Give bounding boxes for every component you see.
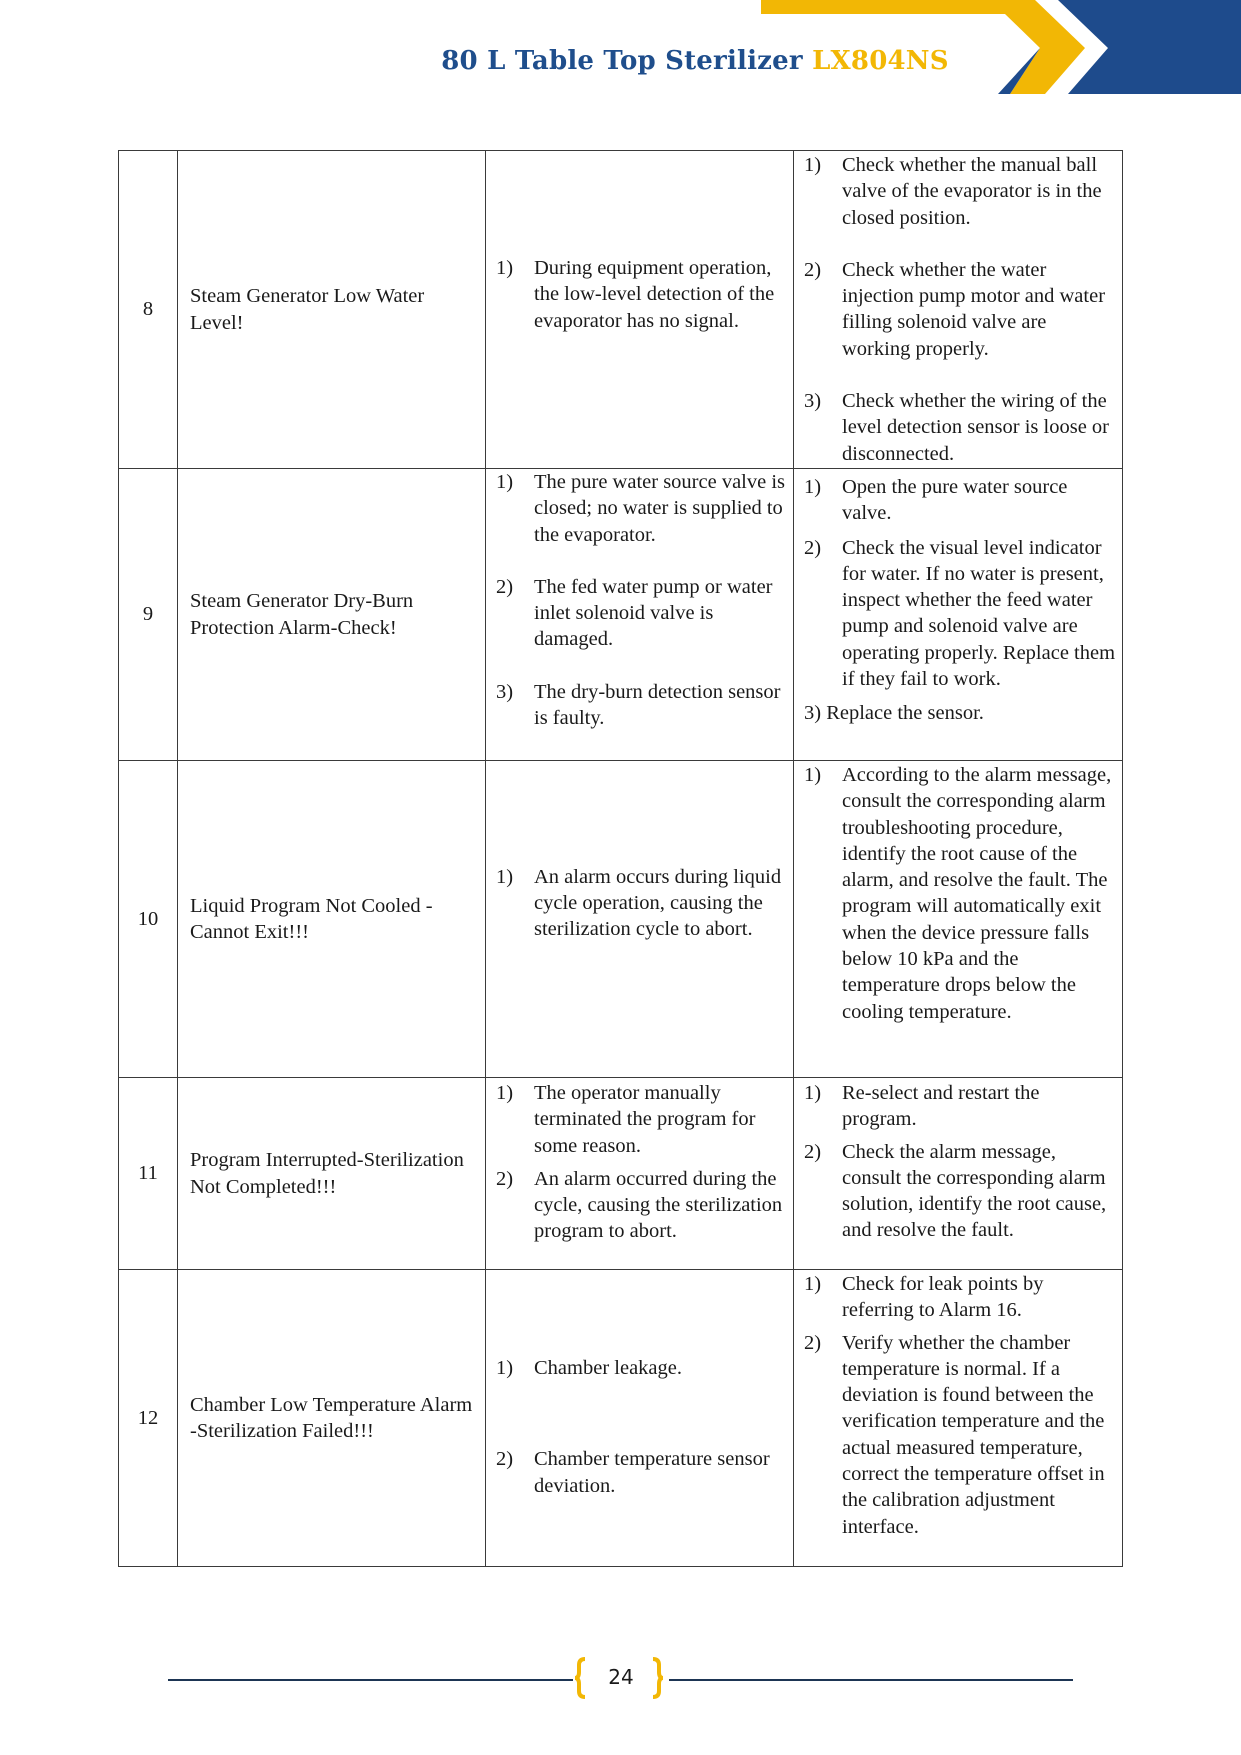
list-item: 1) The operator manually terminated the program for some reason. bbox=[496, 1082, 756, 1157]
alarm-causes bbox=[486, 1270, 794, 1567]
document-title bbox=[0, 46, 1241, 76]
list-item: 1) Open the pure water source valve. bbox=[804, 476, 1068, 525]
alarm-causes bbox=[486, 1078, 794, 1270]
solution-note: 3) Replace the sensor. bbox=[804, 702, 984, 725]
list-item: 2) Check the visual level indicator for water. If no water is present, inspect whether the feed water pump and solenoid valve are operating properly. Replace them if they fail to work. bbox=[804, 536, 1116, 691]
alarm-solutions bbox=[794, 1270, 1123, 1567]
title-product: 80 L Table Top Sterilizer bbox=[441, 46, 803, 76]
footer-line-right bbox=[669, 1679, 1073, 1681]
alarm-number: 8 bbox=[119, 151, 178, 469]
list-item: 1) Re-select and restart the program. bbox=[804, 1082, 1040, 1131]
alarm-solutions bbox=[794, 469, 1123, 761]
list-item: 1) The pure water source valve is closed; no water is supplied to the evaporator. bbox=[496, 471, 786, 546]
alarm-number: 11 bbox=[119, 1078, 178, 1270]
alarm-name: Program Interrupted-Sterilization Not Completed!!! bbox=[178, 1078, 486, 1270]
table-row bbox=[119, 469, 1123, 761]
alarm-troubleshooting-table bbox=[118, 150, 1123, 1567]
alarm-name: Steam Generator Dry-Burn Protection Alarm-Check! bbox=[178, 469, 486, 761]
alarm-number: 9 bbox=[119, 469, 178, 761]
alarm-name: Steam Generator Low Water Level! bbox=[178, 151, 486, 469]
list-item: 2) Verify whether the chamber temperature is normal. If a deviation is found between the verification temperature and the actual measured temperature, correct the temperature offset in the calibration adjustment interface. bbox=[804, 1331, 1105, 1538]
list-item: 3) The dry-burn detection sensor is faulty. bbox=[496, 680, 781, 730]
list-item: 1) Check for leak points by referring to Alarm 16. bbox=[804, 1273, 1044, 1322]
title-model: LX804NS bbox=[812, 46, 949, 76]
list-item: 1) Chamber leakage. bbox=[496, 1357, 682, 1380]
alarm-number: 10 bbox=[119, 761, 178, 1078]
list-item: 3) Check whether the wiring of the level detection sensor is loose or disconnected. bbox=[804, 390, 1110, 465]
alarm-solutions bbox=[794, 1078, 1123, 1270]
table-row bbox=[119, 1078, 1123, 1270]
list-item: 1) Check whether the manual ball valve of the evaporator is in the closed position. bbox=[804, 154, 1102, 229]
alarm-name: Chamber Low Temperature Alarm -Sterilization Failed!!! bbox=[178, 1270, 486, 1567]
alarm-causes bbox=[486, 151, 794, 469]
alarm-causes bbox=[486, 761, 794, 1078]
list-item: 1) According to the alarm message, consult the corresponding alarm troubleshooting procedure, identify the root cause of the alarm, and resolve the fault. The program will automatically exit when the device pressure falls below 10 kPa and the temperature drops below the cooling temperature. bbox=[804, 764, 1112, 1023]
list-item: 2) Chamber temperature sensor deviation. bbox=[496, 1448, 770, 1497]
alarm-solutions bbox=[794, 151, 1123, 469]
list-item: 2) Check the alarm message, consult the corresponding alarm solution, identify the root cause, and resolve the fault. bbox=[804, 1140, 1107, 1242]
footer-line-left bbox=[168, 1679, 573, 1681]
list-item: 2) An alarm occurred during the cycle, causing the sterilization program to abort. bbox=[496, 1167, 783, 1243]
list-item: 1) During equipment operation, the low-level detection of the evaporator has no signal. bbox=[496, 257, 775, 332]
alarm-solutions bbox=[794, 761, 1123, 1078]
alarm-number: 12 bbox=[119, 1270, 178, 1567]
alarm-name: Liquid Program Not Cooled - Cannot Exit!!! bbox=[178, 761, 486, 1078]
alarm-causes bbox=[486, 469, 794, 761]
table-row bbox=[119, 761, 1123, 1078]
page-number: 24 bbox=[608, 1665, 634, 1689]
table-row bbox=[119, 151, 1123, 469]
table-row bbox=[119, 1270, 1123, 1567]
list-item: 2) Check whether the water injection pump motor and water filling solenoid valve are working properly. bbox=[804, 258, 1106, 360]
list-item: 2) The fed water pump or water inlet solenoid valve is damaged. bbox=[496, 575, 773, 651]
list-item: 1) An alarm occurs during liquid cycle operation, causing the sterilization cycle to abort. bbox=[496, 865, 782, 941]
